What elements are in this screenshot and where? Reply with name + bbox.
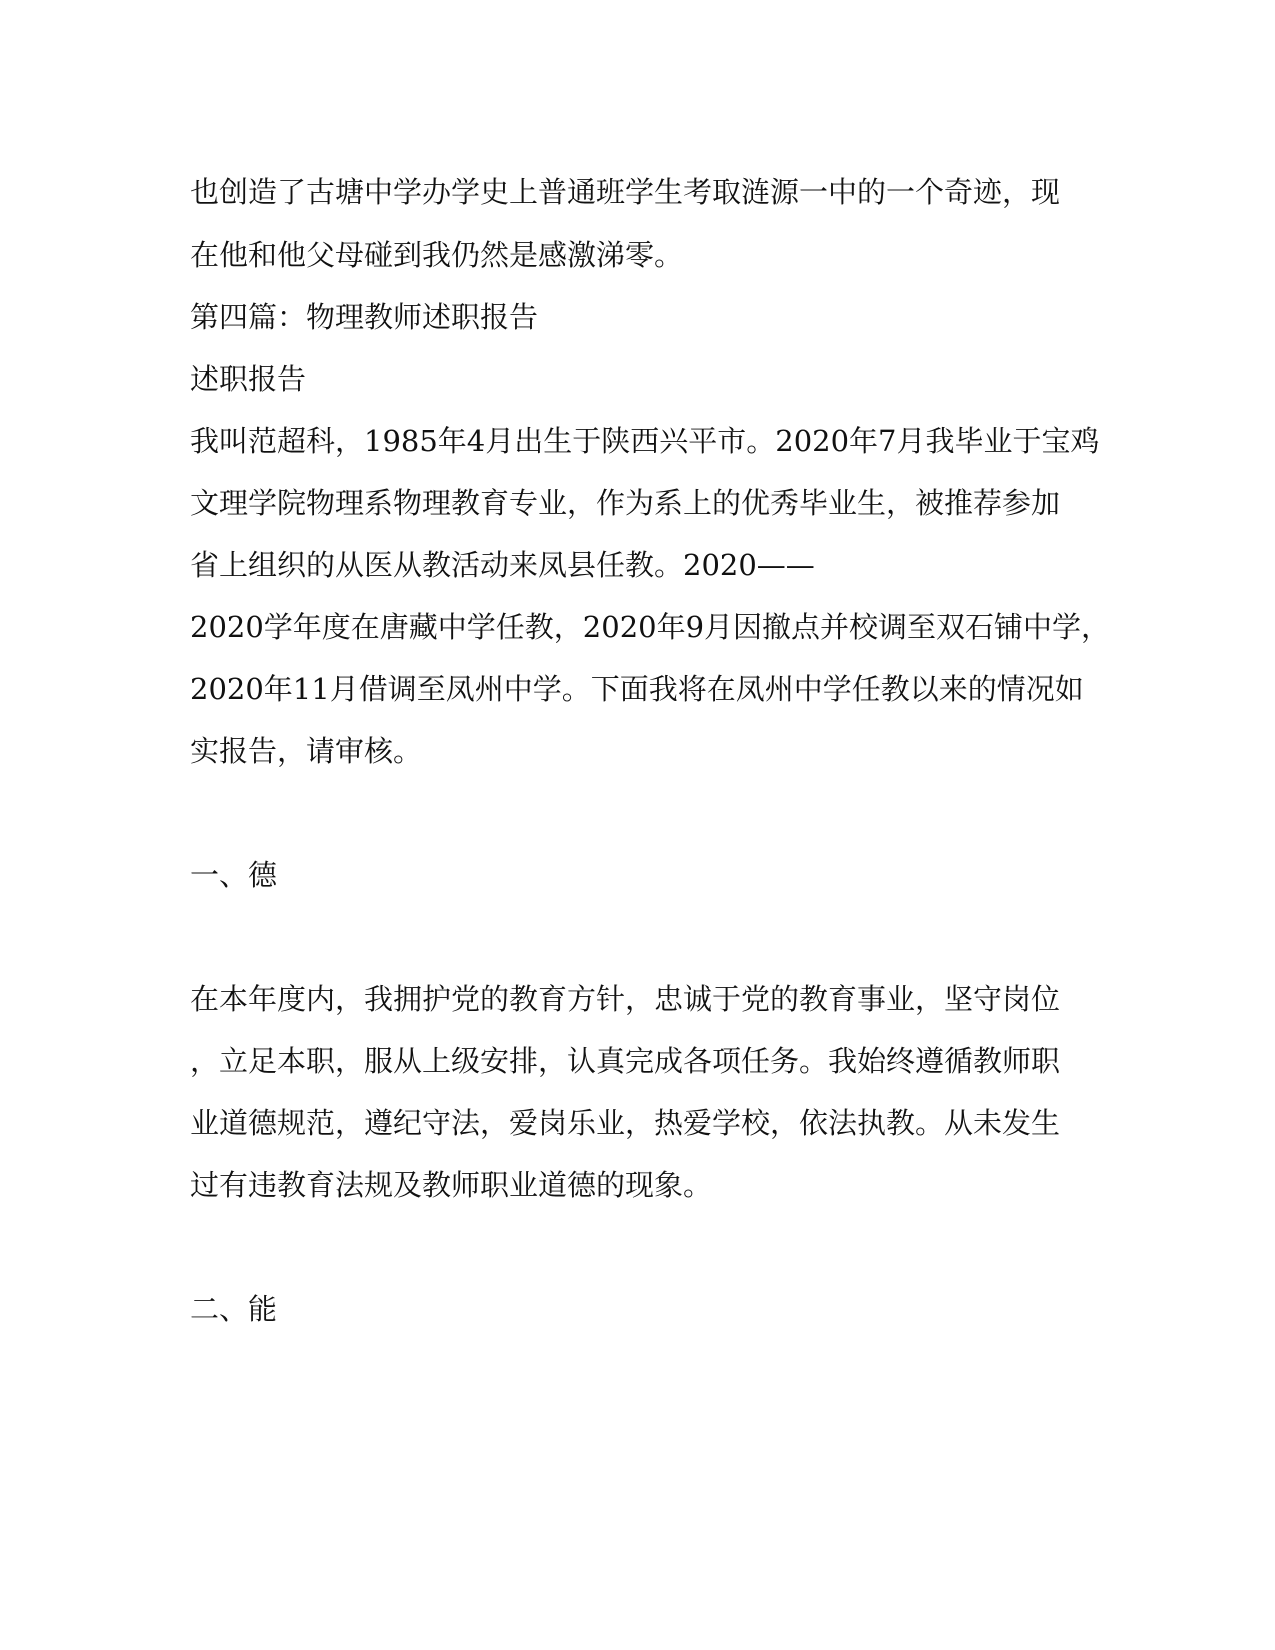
text-line: ，立足本职，服从上级安排，认真完成各项任务。我始终遵循教师职 xyxy=(190,1044,1061,1078)
text-line: 省上组织的从医从教活动来凤县任教。2020—— xyxy=(190,548,815,582)
text-line: 在他和他父母碰到我仍然是感激涕零。 xyxy=(190,238,684,272)
section-heading-neng: 二、能 xyxy=(190,1292,278,1326)
text-line: 我叫范超科，1985年4月出生于陕西兴平市。2020年7月我毕业于宝鸡 xyxy=(190,424,1100,458)
section-title: 第四篇：物理教师述职报告 xyxy=(190,300,539,334)
text-line: 过有违教育法规及教师职业道德的现象。 xyxy=(190,1168,713,1202)
text-line: 也创造了古塘中学办学史上普通班学生考取涟源一中的一个奇迹，现 xyxy=(190,175,1061,209)
text-line: 2020年11月借调至凤州中学。下面我将在凤州中学任教以来的情况如 xyxy=(190,672,1084,706)
text-line: 2020学年度在唐藏中学任教，2020年9月因撤点并校调至双石铺中学， xyxy=(190,610,1111,644)
text-line: 文理学院物理系物理教育专业，作为系上的优秀毕业生，被推荐参加 xyxy=(190,486,1061,520)
text-line: 实报告，请审核。 xyxy=(190,734,423,768)
text-line: 在本年度内，我拥护党的教育方针，忠诚于党的教育事业，坚守岗位 xyxy=(190,982,1061,1016)
text-line: 业道德规范，遵纪守法，爱岗乐业，热爱学校，依法执教。从未发生 xyxy=(190,1106,1061,1140)
section-heading-de: 一、德 xyxy=(190,858,278,892)
report-title: 述职报告 xyxy=(190,362,307,396)
